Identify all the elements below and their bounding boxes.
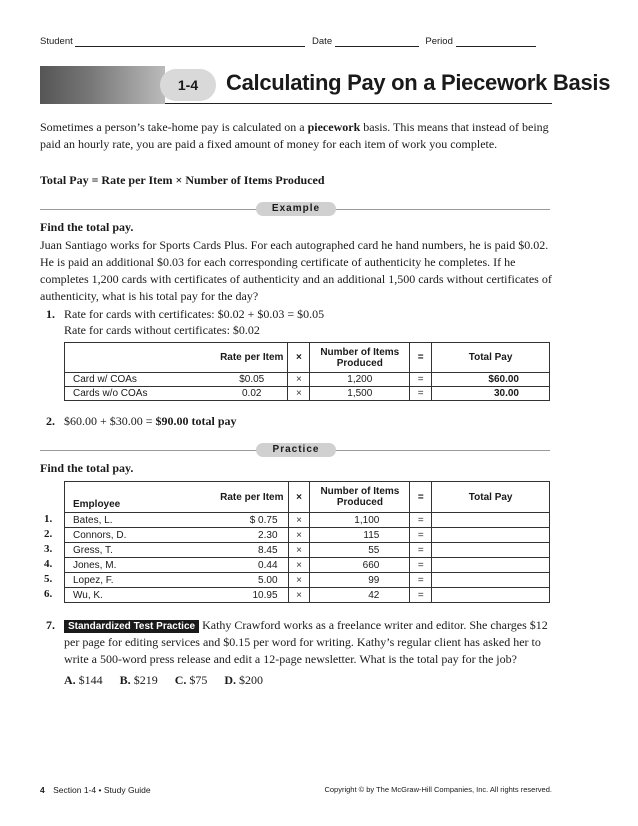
items-value: 115 bbox=[310, 528, 410, 543]
period-label: Period bbox=[425, 36, 453, 47]
header-total: Total Pay bbox=[432, 343, 550, 373]
equals-symbol: = bbox=[410, 573, 432, 588]
page-title: Calculating Pay on a Piecework Basis bbox=[226, 70, 611, 95]
row-rate: $0.05 bbox=[239, 374, 265, 385]
total-pay-answer-cell[interactable] bbox=[432, 588, 550, 603]
header-times: × bbox=[288, 343, 310, 373]
times-symbol: × bbox=[288, 387, 310, 401]
choice-b[interactable]: B. $219 bbox=[119, 673, 158, 687]
total-pay-answer-cell[interactable] bbox=[432, 513, 550, 528]
page-number: 4 bbox=[40, 785, 45, 795]
times-symbol: × bbox=[288, 513, 310, 528]
equals-symbol: = bbox=[410, 387, 432, 401]
student-field[interactable] bbox=[75, 35, 305, 47]
table-row bbox=[65, 558, 550, 573]
date-field[interactable] bbox=[335, 35, 419, 47]
times-symbol: × bbox=[288, 558, 310, 573]
lesson-number-badge: 1-4 bbox=[160, 69, 216, 101]
choice-a[interactable]: A. $144 bbox=[64, 673, 103, 687]
total-pay-answer-cell[interactable] bbox=[432, 528, 550, 543]
intro-text-2: basis. This means that instead of being paid an hourly rate, you are paid a fixed amount of money for each item of work you complete. bbox=[40, 120, 549, 151]
times-symbol: × bbox=[288, 373, 310, 387]
step-2-answer: $90.00 total pay bbox=[155, 414, 237, 428]
q7-choices bbox=[64, 672, 552, 689]
practice-instruction: Find the total pay. bbox=[40, 461, 134, 475]
q7-text: Kathy Crawford works as a freelance writer and editor. She charges $12 per page for editing services and $0.15 per word for writing. Kathy’s regular client has asked her to write a 500-word press release and edit a 12-page newsletter. What is the total pay for the job? bbox=[64, 618, 548, 666]
table-row bbox=[65, 588, 550, 603]
step-1-line-1: Rate for cards with certificates: $0.02 + $0.03 = $0.05 bbox=[64, 307, 325, 321]
row-number: 1,200 bbox=[310, 373, 410, 387]
table-row bbox=[65, 387, 550, 401]
equals-symbol: = bbox=[410, 373, 432, 387]
footer-bullet: • bbox=[98, 785, 102, 795]
formula: Total Pay = Rate per Item × Number of Items Produced bbox=[40, 173, 325, 187]
table-row bbox=[65, 513, 550, 528]
total-pay-answer-cell[interactable] bbox=[432, 558, 550, 573]
row-number: 1,500 bbox=[310, 387, 410, 401]
row-number: 4. bbox=[44, 558, 53, 570]
choice-d[interactable]: D. $200 bbox=[224, 673, 264, 687]
example-divider bbox=[40, 202, 550, 216]
equals-symbol: = bbox=[410, 543, 432, 558]
example-step-1 bbox=[40, 306, 540, 338]
times-symbol: × bbox=[288, 588, 310, 603]
table-row bbox=[65, 543, 550, 558]
q7-number: 7. bbox=[46, 618, 55, 632]
practice-table bbox=[64, 481, 550, 603]
total-pay-answer-cell[interactable] bbox=[432, 543, 550, 558]
rate-value: 0.44 bbox=[258, 559, 278, 571]
row-number: 1. bbox=[44, 513, 53, 525]
banner-rule bbox=[165, 103, 552, 104]
name-date-period-header bbox=[40, 35, 550, 47]
footer-section: Section 1-4 bbox=[53, 785, 97, 795]
example-instruction: Find the total pay. bbox=[40, 220, 134, 234]
practice-row-numbers bbox=[44, 513, 52, 603]
row-total: $60.00 bbox=[432, 373, 550, 387]
items-value: 99 bbox=[310, 573, 410, 588]
table-row bbox=[65, 573, 550, 588]
rate-value: 8.45 bbox=[258, 544, 278, 556]
student-label: Student bbox=[40, 36, 73, 47]
rate-value: 10.95 bbox=[252, 589, 278, 601]
row-number: 2. bbox=[44, 528, 53, 540]
header-times: × bbox=[288, 482, 310, 513]
step-1-line-2: Rate for cards without certificates: $0.02 bbox=[64, 323, 260, 337]
total-pay-answer-cell[interactable] bbox=[432, 573, 550, 588]
rate-value: 2.30 bbox=[258, 529, 278, 541]
rate-value: $ 0.75 bbox=[249, 514, 278, 526]
practice-table-header bbox=[65, 482, 550, 513]
header-rate: Rate per Item bbox=[220, 352, 284, 363]
standardized-test-badge: Standardized Test Practice bbox=[64, 620, 199, 633]
employee-name: Wu, K. bbox=[73, 589, 103, 601]
header-employee: Employee bbox=[73, 499, 121, 510]
header-number: Number of Items Produced bbox=[310, 343, 410, 373]
header-rate: Rate per Item bbox=[220, 491, 284, 503]
banner-texture bbox=[40, 66, 165, 104]
row-label: Card w/ COAs bbox=[73, 374, 137, 385]
period-field[interactable] bbox=[456, 35, 536, 47]
intro-keyword: piecework bbox=[307, 120, 361, 134]
choice-c[interactable]: C. $75 bbox=[174, 673, 208, 687]
equals-symbol: = bbox=[410, 513, 432, 528]
header-equals: = bbox=[410, 482, 432, 513]
equals-symbol: = bbox=[410, 528, 432, 543]
rate-value: 5.00 bbox=[258, 574, 278, 586]
header-total: Total Pay bbox=[432, 482, 550, 513]
employee-name: Jones, M. bbox=[73, 559, 117, 571]
table-row bbox=[65, 373, 550, 387]
employee-name: Gress, T. bbox=[73, 544, 113, 556]
row-label: Cards w/o COAs bbox=[73, 388, 148, 399]
row-number: 6. bbox=[44, 588, 53, 600]
items-value: 42 bbox=[310, 588, 410, 603]
items-value: 660 bbox=[310, 558, 410, 573]
intro-text-1: Sometimes a person’s take-home pay is calculated on a bbox=[40, 120, 308, 134]
row-rate: 0.02 bbox=[242, 388, 262, 399]
header-equals: = bbox=[410, 343, 432, 373]
practice-divider bbox=[40, 443, 550, 457]
equals-symbol: = bbox=[410, 558, 432, 573]
times-symbol: × bbox=[288, 543, 310, 558]
intro-paragraph bbox=[40, 119, 555, 153]
employee-name: Connors, D. bbox=[73, 529, 127, 541]
items-value: 1,100 bbox=[310, 513, 410, 528]
table-row bbox=[65, 528, 550, 543]
example-label: Example bbox=[256, 202, 336, 216]
items-value: 55 bbox=[310, 543, 410, 558]
page-footer bbox=[40, 785, 552, 795]
practice-label: Practice bbox=[256, 443, 336, 457]
example-problem: Juan Santiago works for Sports Cards Plus. For each autographed card he hand numbers, he is paid $0.02. He is paid an additional $0.03 for each corresponding certificate of authenticity he completes. If he completes 1,200 cards with certificates of authenticity and an additional 1,500 cards without certificates of authenticity, what is his total pay for the day? bbox=[40, 238, 552, 303]
row-number: 5. bbox=[44, 573, 53, 585]
footer-guide: Study Guide bbox=[103, 785, 151, 795]
copyright: Copyright © by The McGraw-Hill Companies, Inc. All rights reserved. bbox=[324, 785, 552, 794]
times-symbol: × bbox=[288, 528, 310, 543]
date-label: Date bbox=[312, 36, 333, 47]
times-symbol: × bbox=[288, 573, 310, 588]
employee-name: Lopez, F. bbox=[73, 574, 114, 586]
step-2-number: 2. bbox=[46, 414, 55, 428]
row-total: 30.00 bbox=[432, 387, 550, 401]
step-1-number: 1. bbox=[46, 307, 55, 321]
example-step-2 bbox=[40, 413, 540, 429]
example-table-header bbox=[65, 343, 550, 373]
header-number: Number of Items Produced bbox=[310, 482, 410, 513]
lesson-banner bbox=[40, 66, 611, 106]
employee-name: Bates, L. bbox=[73, 514, 113, 526]
example-table bbox=[64, 342, 550, 401]
equals-symbol: = bbox=[410, 588, 432, 603]
question-7 bbox=[40, 617, 552, 689]
row-number: 3. bbox=[44, 543, 53, 555]
step-2-text: $60.00 + $30.00 = bbox=[64, 414, 156, 428]
